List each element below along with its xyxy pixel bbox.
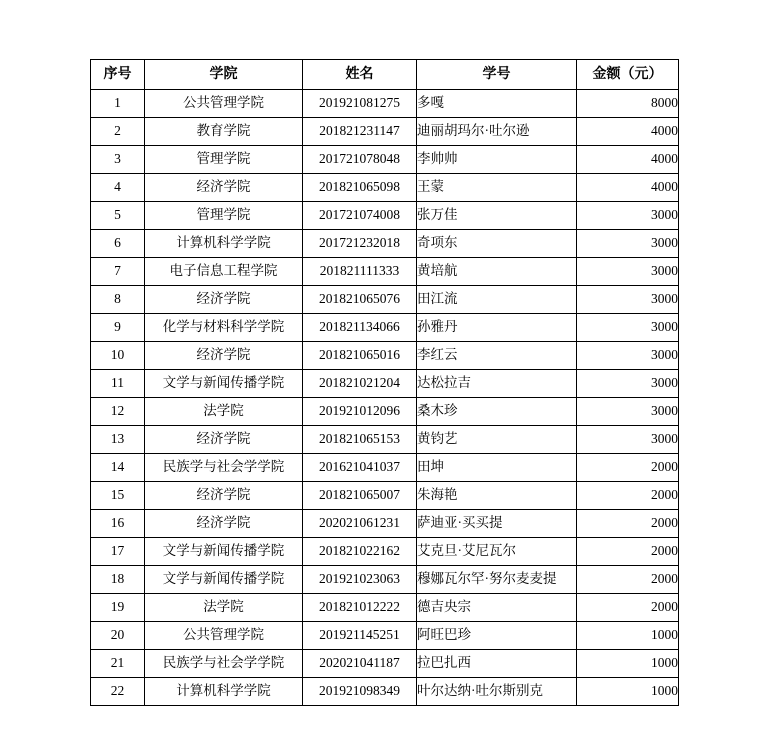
cell-name: 萨迪亚·买买提 xyxy=(417,510,577,538)
cell-college: 管理学院 xyxy=(145,146,303,174)
cell-college: 经济学院 xyxy=(145,174,303,202)
cell-seq: 13 xyxy=(91,426,145,454)
cell-amount: 3000 xyxy=(577,314,679,342)
cell-amount: 3000 xyxy=(577,286,679,314)
cell-college: 经济学院 xyxy=(145,510,303,538)
cell-student-id: 201721078048 xyxy=(303,146,417,174)
cell-student-id: 201921098349 xyxy=(303,678,417,706)
cell-college: 计算机科学学院 xyxy=(145,230,303,258)
cell-college: 文学与新闻传播学院 xyxy=(145,370,303,398)
table-row xyxy=(91,650,679,678)
cell-name: 穆娜瓦尔罕·努尔麦麦提 xyxy=(417,566,577,594)
cell-student-id: 201921081275 xyxy=(303,90,417,118)
cell-college: 经济学院 xyxy=(145,286,303,314)
table-row xyxy=(91,286,679,314)
table-header xyxy=(91,60,679,90)
cell-college: 管理学院 xyxy=(145,202,303,230)
cell-seq: 8 xyxy=(91,286,145,314)
table-header-row xyxy=(91,60,679,90)
cell-amount: 2000 xyxy=(577,566,679,594)
table-row xyxy=(91,510,679,538)
table-row xyxy=(91,398,679,426)
cell-college: 文学与新闻传播学院 xyxy=(145,538,303,566)
cell-seq: 9 xyxy=(91,314,145,342)
cell-amount: 3000 xyxy=(577,370,679,398)
cell-college: 法学院 xyxy=(145,594,303,622)
cell-name: 达松拉吉 xyxy=(417,370,577,398)
cell-name: 叶尔达纳·吐尔斯别克 xyxy=(417,678,577,706)
cell-seq: 6 xyxy=(91,230,145,258)
cell-student-id: 201821065153 xyxy=(303,426,417,454)
cell-seq: 5 xyxy=(91,202,145,230)
cell-student-id: 201821012222 xyxy=(303,594,417,622)
cell-seq: 10 xyxy=(91,342,145,370)
table-row xyxy=(91,594,679,622)
table-row xyxy=(91,566,679,594)
cell-student-id: 201821111333 xyxy=(303,258,417,286)
table-row xyxy=(91,314,679,342)
cell-student-id: 201921145251 xyxy=(303,622,417,650)
cell-seq: 3 xyxy=(91,146,145,174)
cell-seq: 2 xyxy=(91,118,145,146)
table-row xyxy=(91,678,679,706)
table-row xyxy=(91,258,679,286)
table-row xyxy=(91,538,679,566)
cell-name: 张万佳 xyxy=(417,202,577,230)
cell-amount: 1000 xyxy=(577,650,679,678)
cell-student-id: 201821134066 xyxy=(303,314,417,342)
cell-seq: 19 xyxy=(91,594,145,622)
cell-name: 德吉央宗 xyxy=(417,594,577,622)
cell-name: 黄钧艺 xyxy=(417,426,577,454)
table-row xyxy=(91,174,679,202)
cell-amount: 2000 xyxy=(577,594,679,622)
cell-amount: 1000 xyxy=(577,622,679,650)
cell-student-id: 202021061231 xyxy=(303,510,417,538)
table-row xyxy=(91,90,679,118)
cell-seq: 22 xyxy=(91,678,145,706)
table-body xyxy=(91,90,679,706)
cell-seq: 14 xyxy=(91,454,145,482)
cell-name: 王蒙 xyxy=(417,174,577,202)
table-row xyxy=(91,426,679,454)
cell-student-id: 201621041037 xyxy=(303,454,417,482)
cell-name: 田坤 xyxy=(417,454,577,482)
cell-student-id: 201721232018 xyxy=(303,230,417,258)
cell-student-id: 201821065076 xyxy=(303,286,417,314)
cell-name: 拉巴扎西 xyxy=(417,650,577,678)
award-table xyxy=(90,59,679,706)
cell-college: 公共管理学院 xyxy=(145,622,303,650)
cell-amount: 8000 xyxy=(577,90,679,118)
cell-seq: 11 xyxy=(91,370,145,398)
cell-student-id: 201921012096 xyxy=(303,398,417,426)
cell-student-id: 201821065098 xyxy=(303,174,417,202)
cell-amount: 4000 xyxy=(577,118,679,146)
cell-student-id: 201821022162 xyxy=(303,538,417,566)
cell-student-id: 201821065016 xyxy=(303,342,417,370)
cell-student-id: 202021041187 xyxy=(303,650,417,678)
cell-seq: 18 xyxy=(91,566,145,594)
column-header-college: 学院 xyxy=(145,60,303,90)
award-table-container xyxy=(90,59,678,706)
cell-seq: 1 xyxy=(91,90,145,118)
table-row xyxy=(91,622,679,650)
cell-student-id: 201921023063 xyxy=(303,566,417,594)
table-row xyxy=(91,230,679,258)
cell-name: 田江流 xyxy=(417,286,577,314)
cell-name: 多嘎 xyxy=(417,90,577,118)
cell-amount: 2000 xyxy=(577,482,679,510)
cell-amount: 3000 xyxy=(577,426,679,454)
cell-student-id: 201821231147 xyxy=(303,118,417,146)
cell-name: 桑木珍 xyxy=(417,398,577,426)
cell-seq: 20 xyxy=(91,622,145,650)
cell-amount: 3000 xyxy=(577,342,679,370)
cell-college: 公共管理学院 xyxy=(145,90,303,118)
cell-name: 黄培航 xyxy=(417,258,577,286)
table-row xyxy=(91,202,679,230)
cell-name: 阿旺巴珍 xyxy=(417,622,577,650)
cell-seq: 17 xyxy=(91,538,145,566)
cell-amount: 3000 xyxy=(577,398,679,426)
cell-college: 文学与新闻传播学院 xyxy=(145,566,303,594)
cell-student-id: 201821065007 xyxy=(303,482,417,510)
cell-name: 迪丽胡玛尔·吐尔逊 xyxy=(417,118,577,146)
cell-amount: 2000 xyxy=(577,454,679,482)
cell-name: 朱海艳 xyxy=(417,482,577,510)
column-header-amount: 金额（元） xyxy=(577,60,679,90)
cell-college: 民族学与社会学学院 xyxy=(145,650,303,678)
cell-amount: 3000 xyxy=(577,230,679,258)
cell-college: 民族学与社会学学院 xyxy=(145,454,303,482)
cell-amount: 2000 xyxy=(577,538,679,566)
table-row xyxy=(91,482,679,510)
cell-college: 教育学院 xyxy=(145,118,303,146)
cell-name: 李帅帅 xyxy=(417,146,577,174)
cell-name: 艾克旦·艾尼瓦尔 xyxy=(417,538,577,566)
cell-amount: 4000 xyxy=(577,174,679,202)
column-header-sid: 学号 xyxy=(417,60,577,90)
cell-seq: 15 xyxy=(91,482,145,510)
column-header-seq: 序号 xyxy=(91,60,145,90)
cell-seq: 12 xyxy=(91,398,145,426)
cell-amount: 1000 xyxy=(577,678,679,706)
cell-college: 电子信息工程学院 xyxy=(145,258,303,286)
table-row xyxy=(91,454,679,482)
cell-amount: 2000 xyxy=(577,510,679,538)
cell-college: 经济学院 xyxy=(145,482,303,510)
cell-college: 计算机科学学院 xyxy=(145,678,303,706)
cell-name: 孙雅丹 xyxy=(417,314,577,342)
cell-seq: 7 xyxy=(91,258,145,286)
cell-seq: 4 xyxy=(91,174,145,202)
column-header-name: 姓名 xyxy=(303,60,417,90)
cell-college: 化学与材料科学学院 xyxy=(145,314,303,342)
cell-amount: 3000 xyxy=(577,202,679,230)
cell-college: 法学院 xyxy=(145,398,303,426)
cell-name: 李红云 xyxy=(417,342,577,370)
cell-student-id: 201721074008 xyxy=(303,202,417,230)
table-row xyxy=(91,370,679,398)
cell-name: 奇项东 xyxy=(417,230,577,258)
cell-college: 经济学院 xyxy=(145,426,303,454)
cell-student-id: 201821021204 xyxy=(303,370,417,398)
table-row xyxy=(91,118,679,146)
cell-amount: 3000 xyxy=(577,258,679,286)
table-row xyxy=(91,146,679,174)
cell-college: 经济学院 xyxy=(145,342,303,370)
table-row xyxy=(91,342,679,370)
cell-seq: 21 xyxy=(91,650,145,678)
cell-seq: 16 xyxy=(91,510,145,538)
cell-amount: 4000 xyxy=(577,146,679,174)
